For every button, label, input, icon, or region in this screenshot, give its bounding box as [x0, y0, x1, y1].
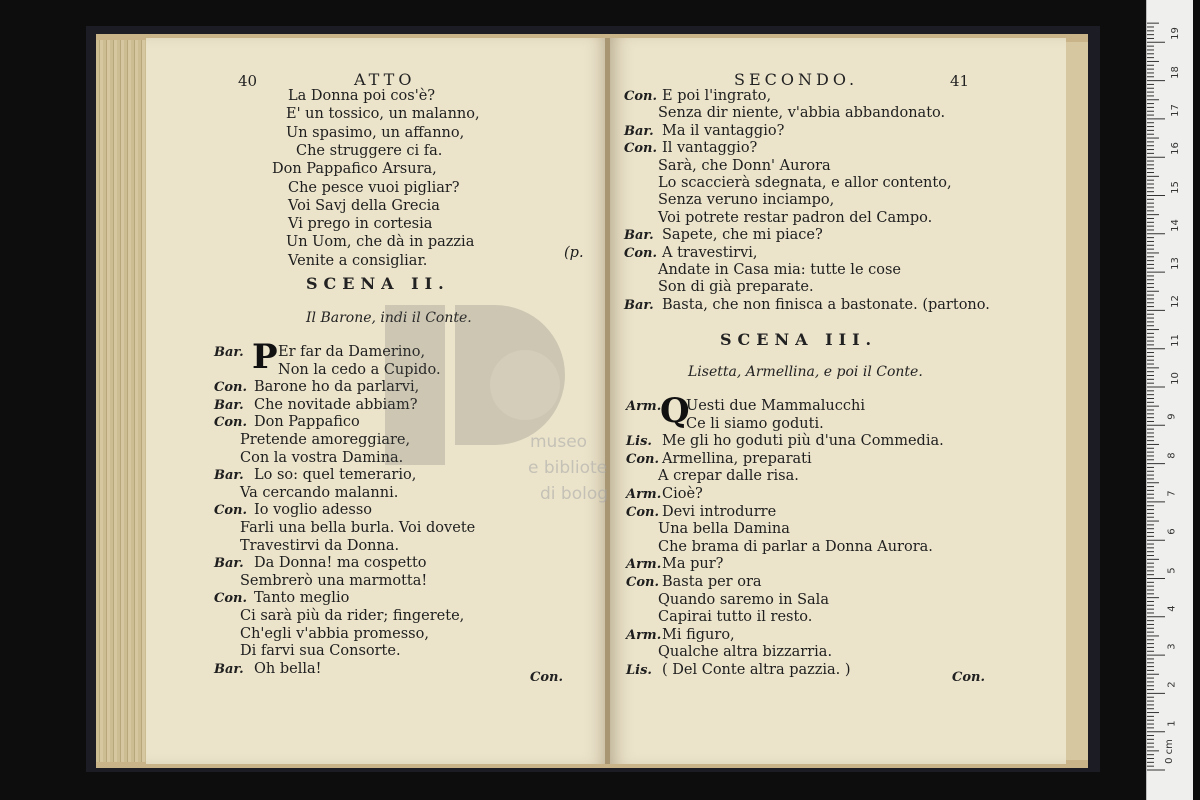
dialogue-text: Lo scaccierà sdegnata, e allor contento,	[658, 175, 952, 191]
dialogue-text: Armellina, preparati	[662, 450, 812, 467]
verse-line: Venite a consigliar.	[288, 252, 428, 269]
dialogue-text: Senza dir niente, v'abbia abbandonato.	[658, 105, 946, 122]
scene-heading: SCENA II.	[306, 274, 450, 293]
dialogue-text: Una bella Damina	[658, 521, 790, 538]
scene-persons: Il Barone, indi il Conte.	[306, 310, 472, 326]
ruler-label: 4	[1166, 605, 1178, 612]
verse-line: Un Uom, che dà in pazzia	[286, 234, 475, 251]
dialogue-text: E poi l'ingrato,	[662, 88, 772, 104]
drop-capital: Q	[660, 391, 690, 431]
dialogue-text: Ch'egli v'abbia promesso,	[240, 625, 429, 642]
dialogue-text: Ma il vantaggio?	[662, 122, 785, 139]
dialogue-text: Son di già preparate.	[658, 279, 814, 296]
dialogue-text: Lo so: quel temerario,	[254, 467, 417, 484]
running-head: ATTO	[354, 70, 416, 89]
speaker-label: Bar.	[214, 661, 244, 677]
ruler-label: 12	[1169, 295, 1181, 309]
ruler-label: 19	[1169, 27, 1181, 41]
dialogue-text: Sarà, che Donn' Aurora	[658, 157, 831, 174]
speaker-label: Con.	[214, 380, 247, 396]
dialogue-text: Sembrerò una marmotta!	[240, 572, 428, 589]
dialogue-text: Andate in Casa mia: tutte le cose	[658, 262, 902, 278]
dialogue-text: Barone ho da parlarvi,	[254, 379, 420, 396]
measuring-ruler	[1146, 0, 1193, 800]
speaker-label: Con.	[626, 451, 659, 467]
speaker-label: Bar.	[214, 397, 244, 413]
ruler-label: 14	[1169, 218, 1181, 232]
ruler-label: 10	[1169, 372, 1181, 385]
dialogue-text: Qualche altra bizzarria.	[658, 644, 833, 661]
ruler-label: 15	[1169, 180, 1181, 194]
verse-line: Un spasimo, un affanno,	[286, 124, 465, 141]
dialogue-text: Ci sarà più da rider; fingerete,	[240, 608, 465, 624]
verse-line: Che pesce vuoi pigliar?	[288, 179, 460, 196]
margin-note: (p.	[564, 245, 584, 261]
page-number: 41	[950, 72, 970, 90]
dialogue-text: Che novitade abbiam?	[254, 396, 418, 413]
ruler-label: 9	[1166, 413, 1178, 420]
watermark-text-1: museo	[530, 432, 588, 452]
dialogue-text: Io voglio adesso	[254, 502, 373, 519]
ruler-label: 7	[1166, 490, 1178, 497]
verse-line: Che struggere ci fa.	[296, 142, 443, 159]
dialogue-text: Il vantaggio?	[662, 140, 758, 157]
speaker-label: Bar.	[624, 228, 654, 244]
speaker-label: Con.	[214, 591, 247, 607]
dialogue-text: Basta, che non finisca a bastonate. (partono.	[662, 296, 990, 313]
speaker-label: Con.	[624, 89, 657, 104]
ruler-label: 6	[1166, 528, 1178, 535]
dialogue-text: Che brama di parlar a Donna Aurora.	[658, 538, 933, 555]
dialogue-text: Basta per ora	[662, 574, 762, 590]
open-book	[96, 34, 1088, 768]
scene-persons: Lisetta, Armellina, e poi il Conte.	[688, 364, 923, 380]
dialogue-text: Non la cedo a Cupido.	[278, 361, 441, 378]
speaker-label: Arm.	[626, 399, 662, 414]
ruler-label: 8	[1166, 451, 1178, 459]
drop-capital: P	[252, 337, 278, 377]
speaker-label: Lis.	[626, 663, 652, 678]
catchword: Con.	[952, 670, 985, 685]
dialogue-text: Va cercando malanni.	[240, 484, 399, 501]
page-number: 40	[238, 72, 258, 90]
ruler-label: 16	[1169, 142, 1181, 156]
dialogue-text: Devi introdurre	[662, 503, 777, 520]
watermark-text-3: di bolog	[540, 484, 609, 504]
verse-line: Vi prego in cortesia	[288, 216, 433, 233]
speaker-label: Bar.	[214, 345, 244, 360]
dialogue-text: A travestirvi,	[662, 244, 758, 261]
speaker-label: Bar.	[214, 468, 244, 484]
dialogue-text: Senza veruno inciampo,	[658, 192, 835, 209]
right-page	[610, 38, 1066, 764]
speaker-label: Con.	[626, 575, 659, 590]
catchword: Con.	[530, 670, 563, 685]
speaker-label: Con.	[214, 503, 247, 519]
dialogue-text: Ma pur?	[662, 556, 724, 573]
speaker-label: Lis.	[626, 434, 652, 450]
verse-line: Don Pappafico Arsura,	[272, 161, 437, 178]
speaker-label: Con.	[626, 504, 659, 520]
speaker-label: Arm.	[626, 557, 662, 573]
dialogue-text: Er far da Damerino,	[278, 344, 426, 360]
speaker-label: Arm.	[626, 627, 662, 643]
page-edges-right	[1065, 42, 1088, 760]
dialogue-text: Quando saremo in Sala	[658, 591, 829, 608]
dialogue-text: Ce li siamo goduti.	[686, 415, 824, 432]
ruler-label: 17	[1169, 104, 1181, 117]
dialogue-text: Di farvi sua Consorte.	[240, 643, 401, 660]
ruler-label: 1	[1166, 720, 1178, 727]
dialogue-text: Farli una bella burla. Voi dovete	[240, 520, 476, 536]
ruler-label: 3	[1166, 643, 1178, 650]
dialogue-text: A crepar dalle risa.	[658, 468, 799, 485]
dialogue-text: Oh bella!	[254, 660, 322, 677]
left-page	[146, 38, 608, 764]
running-head: SECONDO.	[734, 70, 859, 89]
ruler-label: 0 cm	[1163, 739, 1175, 764]
dialogue-text: Travestirvi da Donna.	[240, 537, 400, 554]
dialogue-text: Capirai tutto il resto.	[658, 609, 813, 626]
speaker-label: Con.	[624, 141, 657, 157]
ruler-label: 11	[1169, 333, 1181, 347]
scene-heading: SCENA III.	[720, 330, 878, 349]
verse-line: La Donna poi cos'è?	[288, 88, 436, 104]
dialogue-text: ( Del Conte altra pazzia. )	[662, 662, 851, 678]
speaker-label: Con.	[214, 415, 247, 431]
dialogue-text: Pretende amoreggiare,	[240, 432, 411, 448]
ruler-label: 5	[1166, 566, 1178, 574]
ruler-label: 2	[1166, 681, 1178, 689]
speaker-label: Bar.	[624, 297, 654, 313]
watermark-text-2: e bibliote	[528, 458, 608, 478]
verse-line: E' un tossico, un malanno,	[286, 106, 480, 123]
speaker-label: Bar.	[624, 123, 654, 139]
ruler-label: 18	[1169, 65, 1181, 79]
dialogue-text: Cioè?	[662, 486, 703, 502]
speaker-label: Bar.	[214, 556, 244, 572]
dialogue-text: Da Donna! ma cospetto	[254, 555, 427, 572]
dialogue-text: Don Pappafico	[254, 414, 360, 431]
dialogue-text: Me gli ho goduti più d'una Commedia.	[662, 433, 944, 450]
dialogue-text: Tanto meglio	[254, 590, 350, 607]
dialogue-text: Mi figuro,	[662, 626, 735, 643]
dialogue-text: Con la vostra Damina.	[240, 449, 404, 466]
page-edges-left	[96, 40, 150, 762]
verse-line: Voi Savj della Grecia	[288, 197, 440, 214]
dialogue-text: Voi potrete restar padron del Campo.	[658, 209, 933, 226]
speaker-label: Con.	[624, 245, 657, 261]
speaker-label: Arm.	[626, 487, 662, 502]
dialogue-text: Uesti due Mammalucchi	[686, 398, 865, 414]
ruler-label: 13	[1169, 257, 1181, 270]
dialogue-text: Sapete, che mi piace?	[662, 227, 823, 244]
ruler-ticks	[1147, 0, 1193, 800]
